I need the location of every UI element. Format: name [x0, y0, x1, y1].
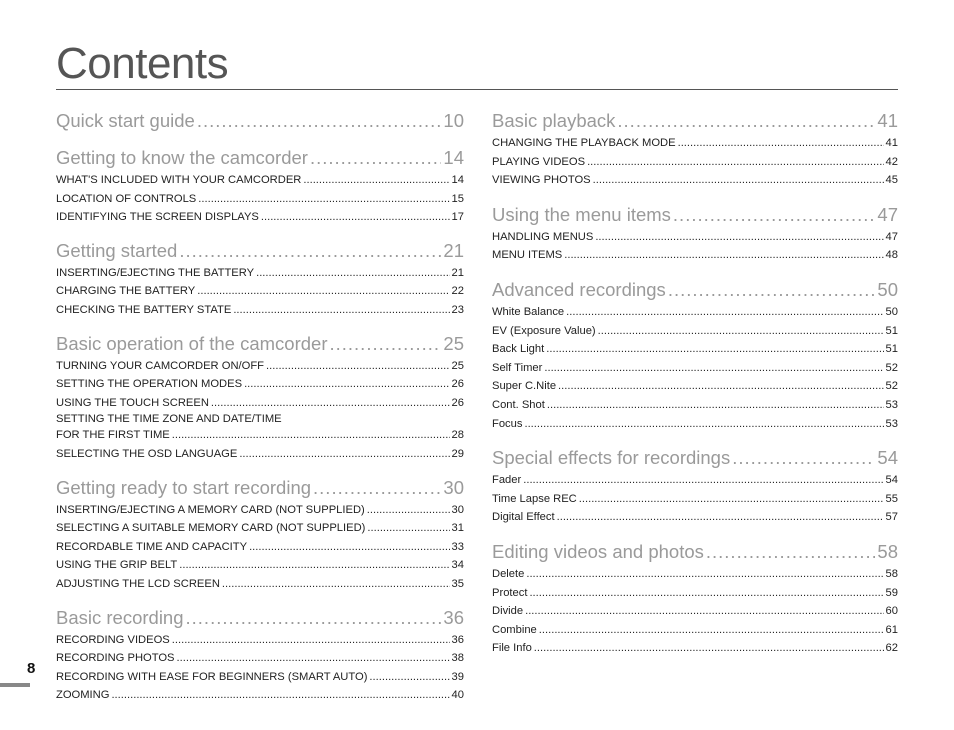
toc-entry[interactable]: [56, 412, 464, 445]
entry-label: CHECKING THE BATTERY STATE: [56, 303, 232, 316]
dot-leader: [617, 108, 875, 134]
dot-leader: [310, 145, 441, 171]
dot-leader: [534, 639, 884, 658]
dot-leader: [668, 277, 876, 303]
toc-entry[interactable]: [56, 445, 464, 464]
entry-page-number: 61: [885, 623, 898, 636]
toc-entry[interactable]: [492, 340, 898, 359]
section-heading[interactable]: [56, 238, 464, 264]
section-heading-label: Using the menu items: [492, 203, 671, 225]
dot-leader: [539, 621, 884, 640]
entry-page-number: 39: [451, 670, 464, 683]
toc-section: [56, 331, 464, 464]
section-heading-label: Basic recording: [56, 606, 184, 628]
dot-leader: [177, 649, 450, 668]
dot-leader: [172, 631, 450, 650]
entry-label: CHARGING THE BATTERY: [56, 285, 196, 298]
dot-leader: [261, 208, 450, 227]
dot-leader: [525, 602, 883, 621]
entry-label: USING THE TOUCH SCREEN: [56, 396, 209, 409]
toc-entry[interactable]: [492, 171, 898, 190]
entry-page-number: 35: [451, 577, 464, 590]
page-title: Contents: [56, 39, 229, 88]
dot-leader: [558, 377, 884, 396]
entry-label: LOCATION OF CONTROLS: [56, 192, 197, 205]
dot-leader: [256, 264, 449, 283]
entry-page-number: 45: [885, 174, 898, 187]
section-spacer: [56, 227, 464, 238]
dot-leader: [367, 501, 450, 520]
section-spacer: [56, 320, 464, 331]
entry-label: RECORDING WITH EASE FOR BEGINNERS (SMART AUTO): [56, 670, 368, 683]
toc-entry[interactable]: [56, 519, 464, 538]
toc-section: [492, 445, 898, 527]
entry-label: VIEWING PHOTOS: [492, 174, 591, 187]
entry-label: Digital Effect: [492, 511, 555, 524]
toc-entry[interactable]: [492, 602, 898, 621]
entry-label: INSERTING/EJECTING A MEMORY CARD (NOT SUPPLIED): [56, 503, 365, 516]
dot-leader: [673, 202, 876, 228]
toc-right-column: [492, 108, 898, 658]
entry-page-number: 21: [451, 266, 464, 279]
entry-label: CHANGING THE PLAYBACK MODE: [492, 137, 676, 149]
entry-label: IDENTIFYING THE SCREEN DISPLAYS: [56, 211, 259, 224]
entry-label: WHAT'S INCLUDED WITH YOUR CAMCORDER: [56, 174, 302, 186]
entry-page-number: 48: [885, 249, 898, 262]
section-page-number: 47: [877, 203, 898, 225]
dot-leader: [313, 475, 441, 501]
entry-page-number: 40: [451, 689, 464, 702]
section-heading[interactable]: [492, 202, 898, 228]
entry-page-number: 52: [885, 380, 898, 393]
toc-entry[interactable]: [56, 357, 464, 376]
entry-page-number: 17: [451, 211, 464, 224]
toc-entry[interactable]: [56, 190, 464, 209]
toc-entry[interactable]: [492, 134, 898, 153]
toc-entry[interactable]: [56, 208, 464, 227]
entry-page-number: 33: [451, 540, 464, 553]
toc-entry[interactable]: [492, 415, 898, 434]
toc-entry[interactable]: [492, 639, 898, 658]
toc-entry[interactable]: [56, 375, 464, 394]
section-heading-label: Advanced recordings: [492, 278, 666, 300]
entry-label: Time Lapse REC: [492, 492, 577, 505]
section-page-number: 36: [443, 606, 464, 628]
toc-entry[interactable]: [492, 322, 898, 341]
dot-leader: [367, 519, 449, 538]
section-spacer: [56, 464, 464, 475]
entry-page-number: 59: [885, 586, 898, 599]
entry-page-number: 28: [451, 429, 464, 442]
toc-entry[interactable]: [492, 246, 898, 265]
toc-entry[interactable]: [56, 264, 464, 283]
section-heading[interactable]: [492, 108, 898, 134]
entry-label: RECORDING PHOTOS: [56, 652, 175, 665]
entry-page-number: 30: [451, 503, 464, 516]
dot-leader: [706, 539, 876, 565]
entry-label: HANDLING MENUS: [492, 230, 594, 243]
section-heading[interactable]: [56, 145, 464, 171]
toc-entry[interactable]: [492, 508, 898, 527]
page-number: 8: [27, 660, 36, 677]
entry-label-continued: FOR THE FIRST TIME: [56, 429, 170, 442]
entry-page-number: 29: [451, 447, 464, 460]
dot-leader: [523, 471, 883, 490]
entry-page-number: 60: [885, 605, 898, 618]
dot-leader: [587, 153, 883, 172]
entry-label: RECORDING VIDEOS: [56, 633, 170, 646]
toc-section: [56, 475, 464, 594]
entry-page-number: 36: [451, 633, 464, 646]
entry-label: Super C.Nite: [492, 380, 557, 393]
entry-label: Protect: [492, 586, 528, 599]
toc-entry[interactable]: [56, 394, 464, 413]
dot-leader: [678, 134, 884, 153]
dot-leader: [546, 340, 883, 359]
entry-page-number: 23: [451, 303, 464, 316]
section-page-number: 54: [877, 447, 898, 469]
section-spacer: [492, 190, 898, 202]
toc-entry[interactable]: [56, 575, 464, 594]
entry-label: PLAYING VIDEOS: [492, 155, 586, 168]
toc-entry[interactable]: [56, 538, 464, 557]
entry-label: EV (Exposure Value): [492, 324, 596, 337]
entry-label: White Balance: [492, 305, 565, 318]
section-heading[interactable]: [56, 108, 464, 134]
page-number-bar: [0, 683, 30, 687]
entry-page-number: 55: [885, 492, 898, 505]
entry-label: TURNING YOUR CAMCORDER ON/OFF: [56, 359, 265, 372]
entry-page-number: 26: [451, 396, 464, 409]
section-page-number: 30: [443, 476, 464, 498]
dot-leader: [303, 171, 449, 190]
toc-entry[interactable]: [56, 686, 464, 705]
dot-leader: [197, 282, 449, 301]
section-spacer: [56, 134, 464, 145]
section-page-number: 14: [443, 147, 464, 168]
entry-page-number: 50: [885, 305, 898, 318]
dot-leader: [579, 490, 884, 509]
dot-leader: [198, 190, 449, 209]
entry-page-number: 42: [885, 155, 898, 168]
entry-page-number: 25: [451, 359, 464, 372]
dot-leader: [529, 584, 883, 603]
entry-label: Back Light: [492, 343, 545, 356]
section-heading-label: Editing videos and photos: [492, 540, 704, 562]
section-spacer: [56, 594, 464, 605]
toc-section: [56, 145, 464, 227]
toc-entry[interactable]: [492, 153, 898, 172]
entry-page-number: 54: [885, 474, 898, 487]
entry-page-number: 15: [451, 192, 464, 205]
entry-label: MENU ITEMS: [492, 249, 563, 262]
toc-entry[interactable]: [56, 501, 464, 520]
section-heading[interactable]: [492, 277, 898, 303]
entry-page-number: 47: [885, 230, 898, 243]
dot-leader: [186, 605, 442, 631]
toc-left-column: [56, 108, 464, 705]
entry-label: Focus: [492, 417, 523, 430]
entry-page-number: 51: [885, 343, 898, 356]
entry-label: SELECTING THE OSD LANGUAGE: [56, 447, 238, 460]
entry-page-number: 31: [451, 522, 464, 535]
section-heading[interactable]: [56, 331, 464, 357]
entry-page-number: 58: [885, 567, 898, 580]
toc-entry[interactable]: [56, 668, 464, 687]
toc-entry[interactable]: [56, 282, 464, 301]
toc-entry[interactable]: [56, 649, 464, 668]
dot-leader: [369, 668, 449, 687]
section-heading-label: Special effects for recordings: [492, 447, 731, 469]
section-heading[interactable]: [56, 475, 464, 501]
dot-leader: [179, 238, 441, 264]
dot-leader: [239, 445, 449, 464]
section-page-number: 41: [877, 110, 898, 131]
dot-leader: [566, 303, 883, 322]
dot-leader: [544, 359, 883, 378]
entry-label: SETTING THE TIME ZONE AND DATE/TIME: [56, 413, 282, 426]
dot-leader: [197, 108, 442, 134]
dot-leader: [526, 565, 883, 584]
entry-page-number: 38: [451, 652, 464, 665]
toc-entry[interactable]: [56, 631, 464, 650]
entry-label: Self Timer: [492, 361, 543, 374]
section-page-number: 21: [443, 239, 464, 261]
section-page-number: 25: [443, 332, 464, 354]
dot-leader: [732, 445, 875, 471]
section-heading-label: Getting started: [56, 239, 178, 261]
section-heading-label: Basic playback: [492, 110, 616, 131]
toc-entry[interactable]: [56, 171, 464, 190]
entry-page-number: 14: [451, 174, 464, 186]
toc-entry[interactable]: [492, 359, 898, 378]
entry-page-number: 62: [885, 642, 898, 655]
section-heading[interactable]: [492, 539, 898, 565]
entry-label: Combine: [492, 623, 537, 636]
dot-leader: [547, 396, 884, 415]
dot-leader: [172, 426, 450, 445]
dot-leader: [595, 228, 883, 247]
dot-leader: [249, 538, 449, 557]
dot-leader: [211, 394, 450, 413]
entry-label: Fader: [492, 474, 522, 487]
entry-label: RECORDABLE TIME AND CAPACITY: [56, 540, 248, 553]
section-spacer: [492, 265, 898, 277]
section-heading[interactable]: [492, 445, 898, 471]
entry-label: SELECTING A SUITABLE MEMORY CARD (NOT SUPPLIED): [56, 522, 366, 535]
dot-leader: [111, 686, 449, 705]
toc-section: [56, 605, 464, 705]
title-divider: [56, 89, 898, 90]
section-heading-label: Quick start guide: [56, 110, 195, 131]
dot-leader: [266, 357, 450, 376]
dot-leader: [524, 415, 883, 434]
entry-label: File Info: [492, 642, 532, 655]
entry-page-number: 26: [451, 378, 464, 391]
entry-label: ZOOMING: [56, 689, 110, 702]
dot-leader: [329, 331, 441, 357]
dot-leader: [564, 246, 883, 265]
dot-leader: [598, 322, 884, 341]
toc-entry[interactable]: [492, 303, 898, 322]
toc-entry[interactable]: [56, 301, 464, 320]
toc-entry[interactable]: [492, 228, 898, 247]
section-page-number: 58: [877, 540, 898, 562]
entry-page-number: 53: [885, 417, 898, 430]
toc-entry[interactable]: [492, 584, 898, 603]
section-page-number: 10: [443, 110, 464, 131]
toc-section: [56, 108, 464, 134]
toc-entry[interactable]: [492, 565, 898, 584]
toc-section: [492, 202, 898, 265]
entry-page-number: 53: [885, 398, 898, 411]
entry-label: Divide: [492, 605, 524, 618]
toc-entry[interactable]: [492, 490, 898, 509]
section-heading-label: Basic operation of the camcorder: [56, 332, 328, 354]
entry-label: Delete: [492, 567, 525, 580]
section-page-number: 50: [877, 278, 898, 300]
entry-page-number: 57: [885, 511, 898, 524]
dot-leader: [179, 556, 449, 575]
entry-label: SETTING THE OPERATION MODES: [56, 378, 243, 391]
dot-leader: [557, 508, 884, 527]
entry-label: ADJUSTING THE LCD SCREEN: [56, 577, 220, 590]
toc-section: [492, 108, 898, 190]
section-spacer: [492, 433, 898, 445]
entry-page-number: 51: [885, 324, 898, 337]
section-heading[interactable]: [56, 605, 464, 631]
dot-leader: [222, 575, 450, 594]
section-spacer: [492, 527, 898, 539]
entry-page-number: 52: [885, 361, 898, 374]
toc-entry[interactable]: [492, 471, 898, 490]
toc-section: [492, 277, 898, 433]
entry-label: INSERTING/EJECTING THE BATTERY: [56, 266, 255, 279]
entry-label: Cont. Shot: [492, 398, 545, 411]
toc-entry[interactable]: [492, 377, 898, 396]
entry-label: USING THE GRIP BELT: [56, 559, 178, 572]
toc-entry[interactable]: [492, 621, 898, 640]
toc-section: [56, 238, 464, 320]
section-heading-label: Getting ready to start recording: [56, 476, 312, 498]
toc-entry[interactable]: [492, 396, 898, 415]
toc-section: [492, 539, 898, 658]
toc-entry[interactable]: [56, 556, 464, 575]
dot-leader: [593, 171, 884, 190]
entry-page-number: 34: [451, 559, 464, 572]
section-heading-label: Getting to know the camcorder: [56, 147, 308, 168]
entry-page-number: 22: [451, 285, 464, 298]
entry-page-number: 41: [885, 137, 898, 149]
dot-leader: [233, 301, 449, 320]
dot-leader: [244, 375, 449, 394]
